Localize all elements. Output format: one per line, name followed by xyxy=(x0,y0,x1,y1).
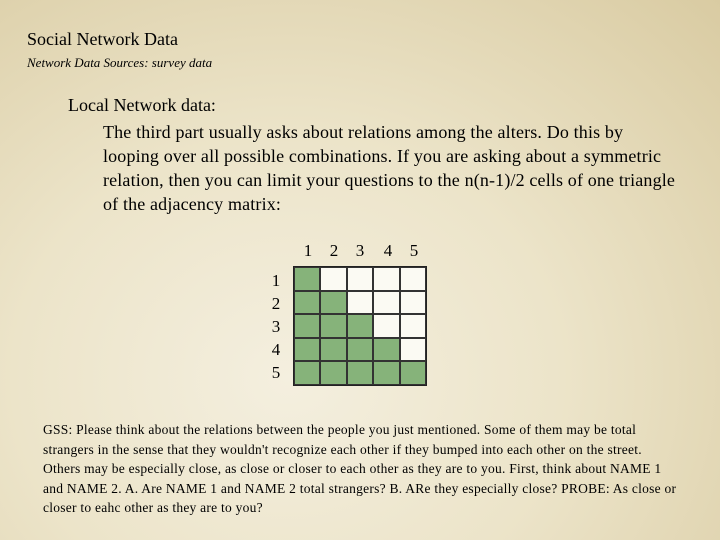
matrix-cell-filled xyxy=(294,338,320,362)
section-heading: Local Network data: xyxy=(68,95,216,115)
matrix-cell-filled xyxy=(294,314,320,338)
matrix-cell-filled xyxy=(347,338,373,362)
matrix-cell-empty xyxy=(347,267,373,291)
matrix-cell-filled xyxy=(320,338,346,362)
matrix-row-label: 2 xyxy=(271,294,281,313)
matrix-col-label: 1 xyxy=(303,241,313,260)
matrix-cell-filled xyxy=(294,361,320,385)
matrix-cell-filled xyxy=(320,314,346,338)
matrix-cell-filled xyxy=(373,361,399,385)
matrix-col-label: 4 xyxy=(383,241,393,260)
matrix-cell-filled xyxy=(294,267,320,291)
gss-question-text xyxy=(43,420,678,518)
matrix-row-label: 3 xyxy=(271,317,281,336)
matrix-col-label: 5 xyxy=(409,241,419,260)
matrix-cell-empty xyxy=(400,338,426,362)
adjacency-matrix xyxy=(293,266,427,386)
matrix-row-label: 1 xyxy=(271,271,281,290)
matrix-cell-filled xyxy=(347,361,373,385)
matrix-cell-filled xyxy=(320,291,346,315)
matrix-cell-filled xyxy=(373,338,399,362)
matrix-cell-empty xyxy=(400,314,426,338)
matrix-row-label: 5 xyxy=(271,363,281,382)
matrix-cell-filled xyxy=(294,291,320,315)
matrix-cell-empty xyxy=(373,314,399,338)
matrix-cell-empty xyxy=(373,291,399,315)
matrix-cell-filled xyxy=(400,361,426,385)
matrix-col-label: 2 xyxy=(329,241,339,260)
matrix-cell-filled xyxy=(320,361,346,385)
matrix-col-label: 3 xyxy=(355,241,365,260)
gss-body: : Please think about the relations between the people you just mentioned. Some of them may be total strangers in the sense that they wouldn't recognize each other if they bumped into each other on the street. Others may be especially close, as close or closer to each other as they are to you. First, think about NAME 1 and NAME 2. A. Are NAME 1 and NAME 2 total strangers? B. ARe they especially close? PROBE: As close or closer to eahc other as they are to you? xyxy=(43,422,677,515)
body-paragraph: The third part usually asks about relations among the alters. Do this by looping over all possible combinations. If you are asking about a symmetric relation, then you can limit your questions to the n(n-1)/2 cells of one triangle of the adjacency matrix: xyxy=(103,122,676,214)
matrix-cell-empty xyxy=(373,267,399,291)
matrix-cell-empty xyxy=(347,291,373,315)
matrix-cell-empty xyxy=(400,291,426,315)
gss-label: GSS xyxy=(43,422,69,437)
matrix-cell-filled xyxy=(347,314,373,338)
matrix-cell-empty xyxy=(320,267,346,291)
slide-subtitle: Network Data Sources: survey data xyxy=(27,55,213,70)
matrix-row-label: 4 xyxy=(271,340,281,359)
matrix-cell-empty xyxy=(400,267,426,291)
slide-title: Social Network Data xyxy=(27,29,178,49)
